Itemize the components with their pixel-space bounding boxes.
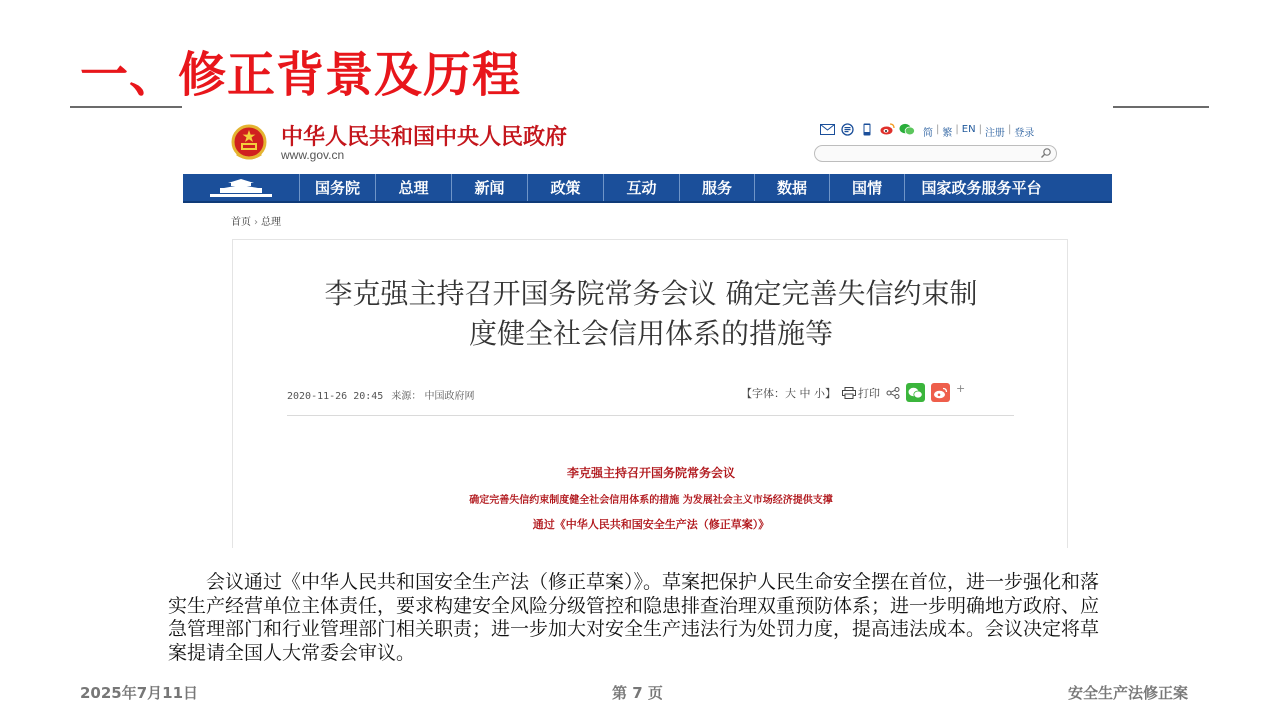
- rss-icon[interactable]: [839, 122, 855, 136]
- slide-title: 一、修正背景及历程: [80, 47, 522, 103]
- footer-date: 2025年7月11日: [80, 684, 199, 702]
- link-separator: |: [936, 124, 940, 135]
- breadcrumb-chevron-icon: ›: [254, 217, 258, 228]
- article-divider: [287, 415, 1014, 416]
- footer-title: 安全生产法修正案: [1068, 684, 1189, 702]
- article-summary-line-3: 通过《中华人民共和国安全生产法（修正草案）》: [532, 518, 770, 531]
- article-meta: [287, 387, 475, 402]
- slide-body-paragraph: 会议通过《中华人民共和国安全生产法（修正草案）》。草案把保护人民生命安全摆在首位，进一步强化和落实生产经营单位主体责任，要求构建安全风险分级管控和隐患排查治理双重预防体系；进一步明确地方政府、应急管理部门和行业管理部门相关职责；进一步加大对安全生产违法行为处罚力度，提高违法成本。会议决定将草案提请全国人大常委会审议。: [168, 571, 1100, 664]
- breadcrumb: [231, 213, 281, 228]
- article-card: [232, 239, 1068, 548]
- article-title: [233, 274, 1069, 354]
- language-login-links: [923, 124, 1034, 139]
- nav-item-data[interactable]: 数据: [755, 174, 830, 201]
- article-title-line-2: 度健全社会信用体系的措施等: [468, 317, 833, 350]
- search-input[interactable]: [823, 151, 1038, 166]
- slide-body-text: [168, 571, 1112, 665]
- login-link[interactable]: 登录: [1014, 128, 1035, 139]
- article-summary-line-2: 确定完善失信约束制度健全社会信用体系的措施 为发展社会主义市场经济提供支撑: [469, 495, 833, 506]
- mail-icon[interactable]: [819, 122, 835, 136]
- register-link[interactable]: 注册: [984, 128, 1005, 139]
- nav-item-interaction[interactable]: 互动: [604, 174, 680, 201]
- nav-item-gov-service-platform[interactable]: 国家政务服务平台: [921, 179, 1042, 197]
- print-label: 打印: [858, 386, 880, 400]
- link-separator: |: [955, 124, 959, 135]
- search-icon[interactable]: [1040, 147, 1052, 159]
- website-screenshot: [183, 112, 1112, 548]
- national-emblem-icon: [231, 124, 267, 162]
- tiananmen-icon[interactable]: [183, 174, 300, 201]
- site-domain: www.gov.cn: [281, 148, 345, 162]
- nav-item-zongli[interactable]: 总理: [376, 174, 452, 201]
- site-header: [183, 112, 1112, 174]
- weibo-icon[interactable]: [879, 122, 895, 136]
- header-tool-icons: [819, 122, 915, 136]
- wechat-share-icon[interactable]: [906, 383, 925, 402]
- title-rule-left: [70, 106, 182, 108]
- article-datetime: 2020-11-26 20:45: [287, 391, 384, 402]
- nav-item-services[interactable]: 服务: [680, 174, 755, 201]
- link-separator: |: [978, 124, 982, 135]
- print-button[interactable]: [842, 385, 880, 401]
- share-icon[interactable]: [886, 387, 900, 399]
- article-source: 来源： 中国政府网: [391, 391, 475, 402]
- article-title-line-1: 李克强主持召开国务院常务会议 确定完善失信约束制: [324, 277, 978, 310]
- nav-item-news[interactable]: 新闻: [452, 174, 528, 201]
- main-nav: [183, 174, 1112, 203]
- lang-traditional-link[interactable]: 繁: [942, 128, 953, 139]
- printer-icon: [842, 387, 856, 399]
- breadcrumb-home-link[interactable]: 首页: [231, 217, 251, 228]
- article-tools: [741, 383, 965, 402]
- nav-item-national-info[interactable]: 国情: [830, 174, 905, 201]
- lang-simplified-link[interactable]: 简: [923, 128, 933, 139]
- weibo-share-icon[interactable]: [931, 383, 950, 402]
- share-more-button[interactable]: +: [956, 382, 966, 395]
- article-summary-line-1: 李克强主持召开国务院常务会议: [566, 466, 735, 480]
- font-size-selector[interactable]: 【字体：大 中 小】: [741, 386, 836, 400]
- nav-item-policy[interactable]: 政策: [528, 174, 604, 201]
- nav-item-guowuyuan[interactable]: 国务院: [300, 174, 376, 201]
- wechat-icon[interactable]: [899, 122, 915, 136]
- footer-page-number: 第 7 页: [612, 684, 663, 702]
- search-box: [814, 145, 1057, 162]
- link-separator: |: [1007, 124, 1012, 135]
- lang-english-link[interactable]: EN: [961, 124, 976, 135]
- site-name[interactable]: 中华人民共和国中央人民政府: [281, 125, 568, 150]
- breadcrumb-current[interactable]: 总理: [261, 217, 281, 228]
- mobile-icon[interactable]: [859, 122, 875, 136]
- title-rule-right: [1113, 106, 1209, 108]
